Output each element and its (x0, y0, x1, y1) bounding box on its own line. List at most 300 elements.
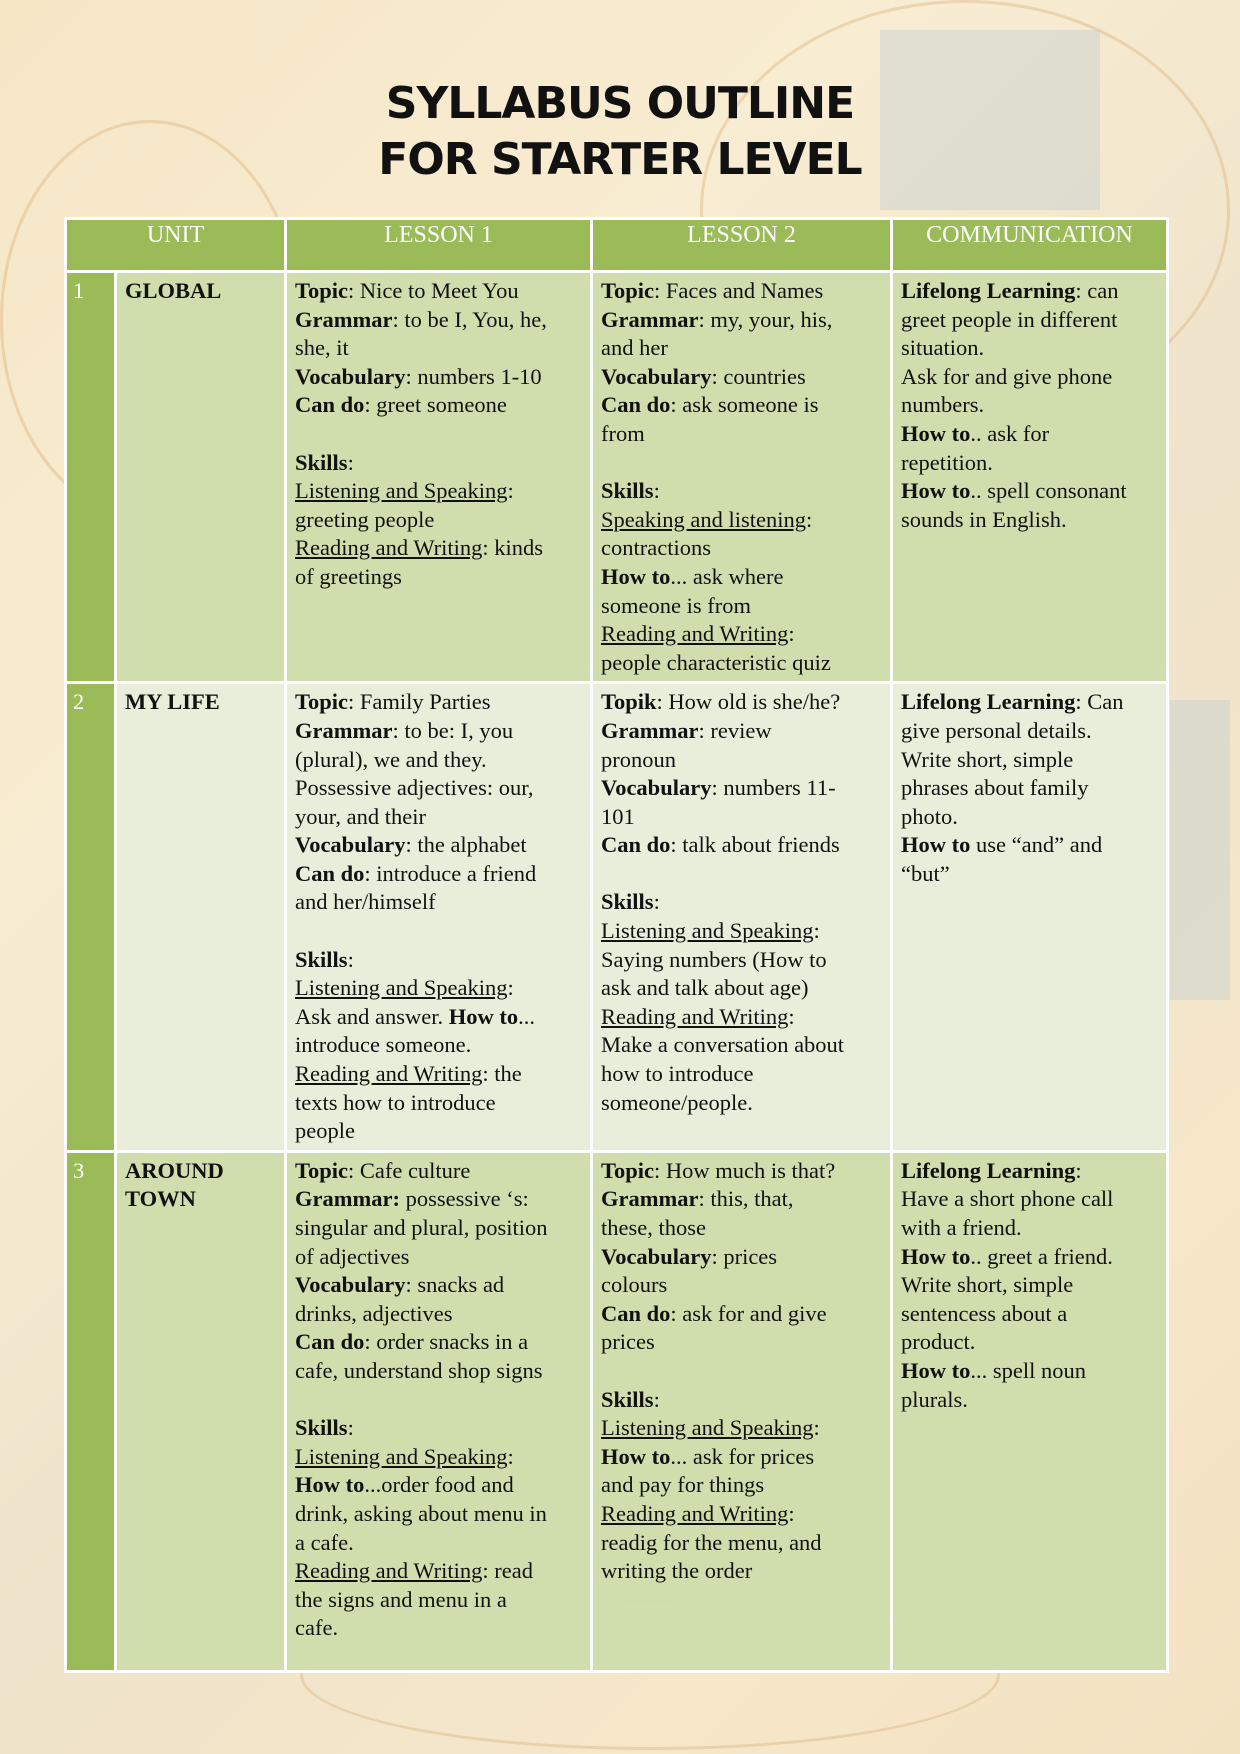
label-text: Topik (601, 689, 657, 715)
cell-text: : (507, 478, 514, 504)
label-text: How to (901, 1243, 971, 1269)
cell-text: she, it (295, 335, 349, 361)
cell-line (901, 1357, 1158, 1386)
cell-line (601, 534, 882, 563)
cell-line (901, 1185, 1158, 1214)
label-text: Grammar: (295, 1186, 400, 1212)
cell-text: people characteristic quiz (601, 649, 831, 675)
cell-line (601, 1003, 882, 1032)
label-text: Skills (601, 889, 654, 915)
cell-text: : prices (711, 1243, 778, 1269)
cell-text: Write short, simple (901, 1272, 1074, 1298)
cell-text: : Nice to Meet You (347, 278, 519, 303)
label-text: How to (901, 478, 971, 504)
cell-text: cafe. (295, 1615, 339, 1641)
cell-line (295, 1157, 582, 1186)
skill-label: Reading and Writing (601, 1003, 789, 1029)
cell-line (295, 1586, 582, 1615)
cell-text: 101 (601, 803, 635, 829)
label-text: How to (295, 1472, 365, 1498)
cell-text: : (788, 621, 795, 647)
cell-line (901, 1157, 1158, 1186)
cell-line (295, 1300, 582, 1329)
cell-line (601, 1529, 882, 1558)
cell-line (295, 1614, 582, 1643)
unit-number: 1 (66, 272, 116, 683)
table-row (66, 1151, 1168, 1671)
cell-text: : Can (1075, 689, 1124, 715)
cell-line (601, 391, 882, 420)
cell-text: : Faces and Names (653, 278, 824, 303)
cell-line (295, 477, 582, 506)
table-row (66, 683, 1168, 1152)
cell-line (901, 803, 1158, 832)
cell-line (601, 774, 882, 803)
skill-label: Reading and Writing (295, 1061, 483, 1087)
label-text: How to (601, 563, 671, 589)
cell-text: drinks, adjectives (295, 1300, 453, 1326)
cell-text: : (347, 946, 354, 972)
label-text: Vocabulary (601, 1243, 712, 1269)
cell-text: greet people in different (901, 306, 1118, 332)
page-subtitle: FOR STARTER LEVEL (378, 134, 862, 185)
label-text: How to (601, 1443, 671, 1469)
label-text: How to (448, 1003, 519, 1029)
cell-text: the signs and menu in a (295, 1586, 507, 1612)
cell-text: and her/himself (295, 889, 436, 915)
cell-line (901, 746, 1158, 775)
cell-text: Write short, simple (901, 746, 1074, 772)
cell-line (295, 717, 582, 746)
label-text: Can do (601, 392, 671, 418)
header-lesson-1: LESSON 1 (286, 219, 592, 272)
unit-number: 3 (66, 1151, 116, 1671)
cell-text: : (806, 506, 813, 532)
cell-text: texts how to introduce (295, 1089, 496, 1115)
cell-line (901, 774, 1158, 803)
cell-text: “but” (901, 860, 950, 886)
cell-line (601, 1328, 882, 1357)
cell-text: : read (482, 1558, 534, 1584)
label-text: Lifelong Learning (901, 689, 1076, 715)
cell-line (901, 306, 1158, 335)
cell-line (295, 1185, 582, 1214)
communication-cell (892, 1151, 1168, 1671)
cell-line (901, 1271, 1158, 1300)
cell-line (295, 534, 582, 563)
label-text: Can do (601, 1300, 671, 1326)
cell-text: your, and their (295, 803, 426, 829)
label-text: Vocabulary (295, 363, 406, 389)
cell-line (901, 1386, 1158, 1415)
cell-text: : talk about friends (670, 832, 840, 858)
table-header-row (66, 219, 1168, 272)
cell-line (601, 888, 882, 917)
cell-line (901, 363, 1158, 392)
cell-line (295, 1060, 582, 1089)
cell-line (601, 1214, 882, 1243)
cell-text: introduce someone. (295, 1032, 472, 1058)
cell-line (901, 1214, 1158, 1243)
cell-text: Ask for and give phone (901, 363, 1113, 389)
cell-text: : (813, 1415, 820, 1441)
label-text: How to (901, 420, 971, 446)
cell-line (295, 1471, 582, 1500)
label-text: How to (901, 1357, 971, 1383)
lesson2-cell (592, 1151, 892, 1671)
cell-text: someone/people. (601, 1089, 753, 1115)
cell-line (901, 1328, 1158, 1357)
cell-line (295, 860, 582, 889)
cell-text: cafe, understand shop signs (295, 1357, 543, 1383)
cell-text: colours (601, 1272, 668, 1298)
cell-line (295, 391, 582, 420)
cell-line (295, 563, 582, 592)
cell-text: : countries (711, 363, 806, 389)
cell-line (295, 1443, 582, 1472)
cell-line (295, 1414, 582, 1443)
cell-line (601, 1414, 882, 1443)
header-communication: COMMUNICATION (892, 219, 1168, 272)
cell-text: : numbers 1-10 (405, 363, 542, 389)
page-title: SYLLABUS OUTLINE (385, 78, 855, 129)
cell-text: people (295, 1118, 355, 1144)
unit-number: 2 (66, 683, 116, 1152)
skill-label: Listening and Speaking (295, 478, 508, 504)
cell-line (601, 831, 882, 860)
cell-text: : introduce a friend (364, 860, 537, 886)
cell-line (601, 688, 882, 717)
label-text: Grammar (601, 306, 699, 332)
cell-line (601, 717, 882, 746)
cell-line (601, 1157, 882, 1186)
label-text: Grammar (601, 717, 699, 743)
cell-line (295, 803, 582, 832)
cell-line (295, 888, 582, 917)
label-text: Topic (295, 278, 348, 303)
label-text: Topic (601, 1157, 654, 1183)
skill-label: Reading and Writing (601, 1500, 789, 1526)
cell-text: : kinds (482, 535, 544, 561)
cell-line (601, 1300, 882, 1329)
cell-text: : to be: I, you (392, 717, 514, 743)
cell-text: contractions (601, 535, 711, 561)
communication-cell (892, 272, 1168, 683)
label-text: Topic (295, 689, 348, 715)
cell-line (601, 277, 882, 306)
cell-text: product. (901, 1329, 976, 1355)
cell-text: ... ask where (670, 563, 784, 589)
label-text: Can do (295, 1329, 365, 1355)
cell-text: a cafe. (295, 1529, 354, 1555)
cell-line (601, 449, 882, 478)
cell-line (601, 1185, 882, 1214)
cell-text: use “and” and (970, 832, 1103, 858)
cell-line (901, 688, 1158, 717)
cell-text: situation. (901, 335, 985, 361)
cell-line (601, 334, 882, 363)
cell-line (295, 1089, 582, 1118)
cell-text: repetition. (901, 449, 993, 475)
cell-line (901, 334, 1158, 363)
label-text: Grammar (295, 717, 393, 743)
cell-line (601, 1357, 882, 1386)
cell-line (295, 774, 582, 803)
cell-line (601, 1386, 882, 1415)
label-text: Vocabulary (601, 775, 712, 801)
cell-line (601, 974, 882, 1003)
cell-text: : the alphabet (405, 832, 527, 858)
cell-text: : (653, 1386, 660, 1412)
cell-line (601, 946, 882, 975)
skill-label: Reading and Writing (295, 1558, 483, 1584)
cell-line (901, 1300, 1158, 1329)
lesson1-cell (286, 683, 592, 1152)
cell-text: : (507, 975, 514, 1001)
cell-text: drink, asking about menu in (295, 1500, 547, 1526)
cell-line (295, 917, 582, 946)
cell-text: sentencess about a (901, 1300, 1068, 1326)
cell-text: of greetings (295, 563, 402, 589)
cell-line (601, 1443, 882, 1472)
cell-line (601, 1060, 882, 1089)
cell-line (295, 1271, 582, 1300)
cell-text: ...order food and (364, 1472, 514, 1498)
cell-line (295, 277, 582, 306)
cell-text: possessive ‘s: (399, 1186, 529, 1212)
cell-text: give personal details. (901, 717, 1092, 743)
cell-text: : numbers 11- (711, 775, 836, 801)
cell-line (601, 620, 882, 649)
unit-name (116, 272, 286, 683)
cell-line (601, 363, 882, 392)
cell-line (601, 917, 882, 946)
skill-label: Listening and Speaking (601, 1415, 814, 1441)
label-text: Lifelong Learning (901, 278, 1076, 303)
cell-line (295, 1386, 582, 1415)
cell-line (601, 592, 882, 621)
cell-text: from (601, 420, 645, 446)
cell-line (601, 477, 882, 506)
cell-line (601, 649, 882, 678)
label-text: Vocabulary (295, 832, 406, 858)
cell-text: and her (601, 335, 668, 361)
cell-line (295, 974, 582, 1003)
cell-line (901, 1243, 1158, 1272)
background-decoration (1170, 700, 1230, 1000)
unit-name-line: GLOBAL (125, 278, 222, 303)
label-text: Can do (295, 860, 365, 886)
cell-text: : (347, 449, 354, 475)
cell-line (601, 420, 882, 449)
cell-line (601, 1557, 882, 1586)
cell-line (295, 688, 582, 717)
unit-name (116, 1151, 286, 1671)
cell-line (601, 1500, 882, 1529)
cell-line (601, 506, 882, 535)
label-text: Vocabulary (295, 1272, 406, 1298)
cell-line (901, 717, 1158, 746)
cell-text: : (788, 1003, 795, 1029)
cell-text: .. ask for (970, 420, 1050, 446)
cell-text: ... spell noun (970, 1357, 1087, 1383)
cell-line (601, 860, 882, 889)
cell-text: : Cafe culture (347, 1157, 471, 1183)
cell-line (295, 1328, 582, 1357)
cell-line (295, 1117, 582, 1146)
cell-text: Possessive adjectives: our, (295, 775, 534, 801)
cell-text: : (788, 1500, 795, 1526)
cell-text: : Family Parties (347, 689, 491, 715)
label-text: How to (901, 832, 971, 858)
cell-text: writing the order (601, 1558, 753, 1584)
lesson2-cell (592, 272, 892, 683)
cell-line (601, 306, 882, 335)
cell-line (295, 1031, 582, 1060)
cell-line (901, 449, 1158, 478)
cell-text: : the (482, 1061, 522, 1087)
header-lesson-2: LESSON 2 (592, 219, 892, 272)
cell-text: and pay for things (601, 1472, 765, 1498)
cell-text: sounds in English. (901, 506, 1067, 532)
cell-text: ... (518, 1003, 535, 1029)
cell-line (295, 506, 582, 535)
lesson1-cell (286, 272, 592, 683)
cell-text: : ask someone is (670, 392, 819, 418)
cell-line (901, 506, 1158, 535)
communication-cell (892, 683, 1168, 1152)
label-text: Grammar (295, 306, 393, 332)
cell-line (295, 363, 582, 392)
cell-line (601, 1243, 882, 1272)
cell-text: : to be I, You, he, (392, 306, 547, 332)
label-text: Skills (295, 946, 348, 972)
cell-line (295, 1243, 582, 1272)
cell-text: : (653, 889, 660, 915)
cell-line (295, 449, 582, 478)
cell-text: : (507, 1443, 514, 1469)
cell-line (601, 1471, 882, 1500)
cell-line (601, 1271, 882, 1300)
cell-text: : (347, 1415, 354, 1441)
cell-text: ask and talk about age) (601, 975, 809, 1001)
unit-name-line: TOWN (125, 1186, 196, 1212)
cell-text: : How old is she/he? (656, 689, 841, 715)
skill-label: Reading and Writing (601, 621, 789, 647)
header-unit: UNIT (66, 219, 286, 272)
cell-text: plurals. (901, 1386, 968, 1412)
label-text: Skills (295, 1415, 348, 1441)
cell-line (295, 1214, 582, 1243)
cell-line (295, 946, 582, 975)
cell-text: : can (1075, 278, 1119, 303)
cell-text: Ask and answer. (295, 1003, 449, 1029)
cell-line (901, 831, 1158, 860)
label-text: Vocabulary (601, 363, 712, 389)
cell-line (295, 1500, 582, 1529)
cell-text: : this, that, (698, 1186, 794, 1212)
cell-text: someone is from (601, 592, 751, 618)
cell-text: : snacks ad (405, 1272, 505, 1298)
lesson1-cell (286, 1151, 592, 1671)
cell-text: ... ask for prices (670, 1443, 815, 1469)
cell-line (901, 477, 1158, 506)
cell-text: : review (698, 717, 772, 743)
cell-text: : (813, 918, 820, 944)
cell-text: singular and plural, position (295, 1215, 548, 1240)
cell-text: Have a short phone call (901, 1186, 1114, 1212)
label-text: Skills (295, 449, 348, 475)
cell-text: .. spell consonant (970, 478, 1127, 504)
lesson2-cell (592, 683, 892, 1152)
cell-text: : my, your, his, (698, 306, 833, 332)
cell-text: : order snacks in a (364, 1329, 529, 1355)
skill-label: Listening and Speaking (601, 918, 814, 944)
cell-text: with a friend. (901, 1215, 1022, 1240)
cell-line (601, 1089, 882, 1118)
cell-line (601, 803, 882, 832)
label-text: Topic (295, 1157, 348, 1183)
cell-text: greeting people (295, 506, 435, 532)
label-text: Skills (601, 1386, 654, 1412)
cell-text: pronoun (601, 746, 677, 772)
cell-text: how to introduce (601, 1061, 754, 1087)
cell-text: (plural), we and they. (295, 746, 487, 772)
unit-name (116, 683, 286, 1152)
cell-line (295, 1529, 582, 1558)
cell-text: : How much is that? (653, 1157, 836, 1183)
unit-name-line: AROUND (125, 1157, 224, 1183)
cell-text: : (653, 478, 660, 504)
cell-text: prices (601, 1329, 655, 1355)
label-text: Skills (601, 478, 654, 504)
cell-text: .. greet a friend. (970, 1243, 1113, 1269)
label-text: Can do (295, 392, 365, 418)
cell-text: of adjectives (295, 1243, 410, 1269)
cell-line (901, 277, 1158, 306)
skill-label: Speaking and listening (601, 506, 806, 532)
unit-name-line: MY LIFE (125, 689, 220, 715)
cell-line (601, 563, 882, 592)
cell-line (901, 860, 1158, 889)
cell-line (601, 1031, 882, 1060)
cell-text: Make a conversation about (601, 1032, 845, 1058)
label-text: Can do (601, 832, 671, 858)
cell-line (901, 391, 1158, 420)
label-text: Lifelong Learning (901, 1157, 1076, 1183)
cell-line (295, 334, 582, 363)
cell-line (295, 1003, 582, 1032)
skill-label: Listening and Speaking (295, 975, 508, 1001)
syllabus-table (64, 217, 1169, 1673)
cell-line (295, 306, 582, 335)
cell-text: readig for the menu, and (601, 1529, 822, 1555)
cell-text: phrases about family (901, 775, 1089, 801)
cell-line (295, 1357, 582, 1386)
table-row (66, 272, 1168, 683)
cell-text: : greet someone (364, 392, 507, 418)
cell-line (295, 831, 582, 860)
cell-text: numbers. (901, 392, 985, 418)
cell-text: these, those (601, 1215, 706, 1240)
cell-line (295, 1557, 582, 1586)
skill-label: Listening and Speaking (295, 1443, 508, 1469)
cell-line (601, 746, 882, 775)
cell-text: Saying numbers (How to (601, 946, 827, 972)
cell-line (295, 746, 582, 775)
label-text: Grammar (601, 1186, 699, 1212)
cell-line (295, 420, 582, 449)
